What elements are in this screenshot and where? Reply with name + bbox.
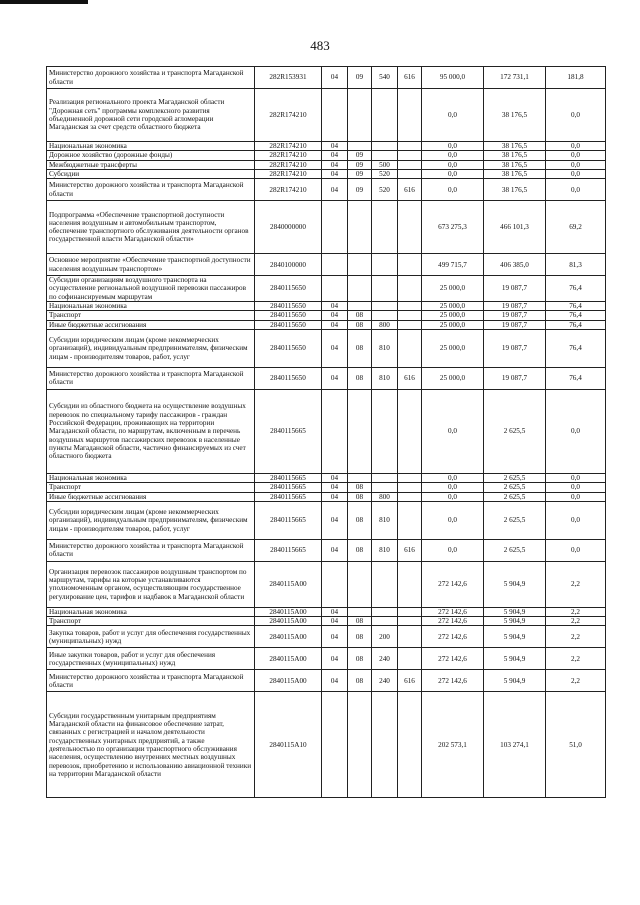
cell-percent: 0,0 — [546, 169, 606, 178]
cell-target-code: 2840115650 — [255, 320, 322, 329]
cell-target-code: 2840115665 — [255, 492, 322, 501]
cell-executed: 172 731,1 — [484, 67, 546, 89]
cell-subsection: 08 — [348, 367, 372, 389]
cell-percent: 76,4 — [546, 320, 606, 329]
cell-subsection: 09 — [348, 169, 372, 178]
cell-planned: 25 000,0 — [422, 367, 484, 389]
cell-expense-type — [372, 89, 398, 142]
cell-executed: 19 087,7 — [484, 276, 546, 302]
cell-percent: 0,0 — [546, 389, 606, 473]
cell-executed: 38 176,5 — [484, 89, 546, 142]
table-row — [47, 67, 606, 89]
cell-subsection: 08 — [348, 539, 372, 561]
cell-expense-type: 800 — [372, 320, 398, 329]
cell-percent: 181,8 — [546, 67, 606, 89]
scan-edge-mark — [0, 0, 88, 4]
cell-expense-type: 200 — [372, 626, 398, 648]
cell-expense-type: 520 — [372, 169, 398, 178]
cell-expense-type: 540 — [372, 67, 398, 89]
cell-planned: 272 142,6 — [422, 607, 484, 616]
cell-target-code: 2840115A00 — [255, 648, 322, 670]
cell-section: 04 — [322, 617, 348, 626]
table-row — [47, 320, 606, 329]
cell-percent: 2,2 — [546, 626, 606, 648]
cell-subsection — [348, 302, 372, 311]
cell-executed: 5 904,9 — [484, 561, 546, 607]
cell-target-code: 2840115A00 — [255, 607, 322, 616]
table-row — [47, 670, 606, 692]
cell-subsection — [348, 142, 372, 151]
cell-percent: 76,4 — [546, 311, 606, 320]
cell-name: Субсидии — [47, 169, 255, 178]
cell-section: 04 — [322, 302, 348, 311]
cell-percent: 76,4 — [546, 367, 606, 389]
cell-section: 04 — [322, 648, 348, 670]
cell-section: 04 — [322, 169, 348, 178]
cell-expense-type: 240 — [372, 648, 398, 670]
cell-expense-type — [372, 254, 398, 276]
cell-department — [398, 302, 422, 311]
cell-expense-type — [372, 561, 398, 607]
cell-planned: 272 142,6 — [422, 617, 484, 626]
cell-name: Реализация регионального проекта Магаданской области "Дорожная сеть" программы комплексного развития объединенной дорожной сети городской агломерации Магаданская за счет средств областного бюджета — [47, 89, 255, 142]
cell-planned: 0,0 — [422, 492, 484, 501]
cell-subsection: 09 — [348, 179, 372, 201]
cell-department: 616 — [398, 179, 422, 201]
cell-expense-type — [372, 389, 398, 473]
cell-department: 616 — [398, 670, 422, 692]
cell-department — [398, 483, 422, 492]
cell-section — [322, 561, 348, 607]
cell-name: Межбюджетные трансферты — [47, 160, 255, 169]
cell-section: 04 — [322, 607, 348, 616]
cell-expense-type — [372, 473, 398, 482]
cell-name: Субсидии государственным унитарным предприятиям Магаданской области на финансовое обеспечение затрат, связанных с регистрацией и началом деятельности государственных унитарных предприятий, а также деятельностью по организации транспортного обслуживания населения, осуществлению внутренних местных воздушных перевозок, приобретению и использованию авиационной техники на территории Магаданской области — [47, 692, 255, 798]
cell-subsection: 08 — [348, 483, 372, 492]
cell-subsection: 08 — [348, 626, 372, 648]
cell-executed: 103 274,1 — [484, 692, 546, 798]
cell-department: 616 — [398, 539, 422, 561]
cell-planned: 0,0 — [422, 89, 484, 142]
cell-name: Иные бюджетные ассигнования — [47, 492, 255, 501]
cell-target-code: 282R174210 — [255, 169, 322, 178]
cell-planned: 272 142,6 — [422, 561, 484, 607]
cell-department — [398, 320, 422, 329]
cell-executed: 38 176,5 — [484, 160, 546, 169]
cell-name: Подпрограмма «Обеспечение транспортной доступности населения воздушным и автомобильным транспортом, обеспечение транспортного обслуживания деятельности органов государственной власти Магаданской области» — [47, 201, 255, 254]
cell-executed: 38 176,5 — [484, 179, 546, 201]
cell-planned: 0,0 — [422, 160, 484, 169]
cell-executed: 2 625,5 — [484, 492, 546, 501]
cell-planned: 25 000,0 — [422, 311, 484, 320]
cell-section: 04 — [322, 142, 348, 151]
cell-executed: 19 087,7 — [484, 311, 546, 320]
table-row — [47, 607, 606, 616]
cell-planned: 673 275,3 — [422, 201, 484, 254]
cell-department — [398, 254, 422, 276]
cell-name: Иные закупки товаров, работ и услуг для обеспечения государственных (муниципальных) нужд — [47, 648, 255, 670]
cell-target-code: 2840115650 — [255, 329, 322, 367]
cell-target-code: 2840115650 — [255, 302, 322, 311]
cell-planned: 25 000,0 — [422, 320, 484, 329]
cell-name: Министерство дорожного хозяйства и транспорта Магаданской области — [47, 367, 255, 389]
cell-department: 616 — [398, 67, 422, 89]
cell-name: Министерство дорожного хозяйства и транспорта Магаданской области — [47, 67, 255, 89]
cell-target-code: 2840000000 — [255, 201, 322, 254]
table-row — [47, 142, 606, 151]
cell-executed: 2 625,5 — [484, 473, 546, 482]
table-row — [47, 151, 606, 160]
cell-target-code: 282R174210 — [255, 160, 322, 169]
cell-target-code: 282R174210 — [255, 142, 322, 151]
cell-planned: 0,0 — [422, 179, 484, 201]
cell-planned: 0,0 — [422, 483, 484, 492]
cell-subsection: 09 — [348, 67, 372, 89]
cell-section: 04 — [322, 539, 348, 561]
cell-executed: 19 087,7 — [484, 302, 546, 311]
cell-target-code: 2840115650 — [255, 367, 322, 389]
cell-section: 04 — [322, 311, 348, 320]
cell-executed: 2 625,5 — [484, 483, 546, 492]
table-row — [47, 539, 606, 561]
cell-executed: 5 904,9 — [484, 607, 546, 616]
cell-target-code: 282R174210 — [255, 89, 322, 142]
cell-target-code: 2840115650 — [255, 276, 322, 302]
table-row — [47, 276, 606, 302]
cell-section: 04 — [322, 483, 348, 492]
cell-name: Субсидии организациям воздушного транспорта на осуществление региональной воздушной перевозки пассажиров по софинансируемым маршрутам — [47, 276, 255, 302]
cell-department — [398, 89, 422, 142]
cell-subsection: 08 — [348, 617, 372, 626]
cell-department — [398, 311, 422, 320]
cell-executed: 38 176,5 — [484, 169, 546, 178]
cell-section: 04 — [322, 492, 348, 501]
cell-subsection: 09 — [348, 151, 372, 160]
table-row — [47, 492, 606, 501]
cell-executed: 466 101,3 — [484, 201, 546, 254]
cell-section: 04 — [322, 626, 348, 648]
cell-section — [322, 201, 348, 254]
cell-percent: 0,0 — [546, 160, 606, 169]
cell-percent: 51,0 — [546, 692, 606, 798]
cell-subsection: 08 — [348, 670, 372, 692]
cell-expense-type: 810 — [372, 329, 398, 367]
cell-section — [322, 692, 348, 798]
cell-subsection — [348, 254, 372, 276]
cell-percent: 0,0 — [546, 151, 606, 160]
cell-percent: 76,4 — [546, 276, 606, 302]
cell-percent: 2,2 — [546, 607, 606, 616]
cell-target-code: 2840115665 — [255, 483, 322, 492]
cell-planned: 0,0 — [422, 142, 484, 151]
cell-percent: 0,0 — [546, 501, 606, 539]
cell-section: 04 — [322, 151, 348, 160]
cell-section: 04 — [322, 329, 348, 367]
table-row — [47, 311, 606, 320]
cell-target-code: 2840115A00 — [255, 626, 322, 648]
cell-executed: 5 904,9 — [484, 670, 546, 692]
cell-name: Субсидии юридическим лицам (кроме некоммерческих организаций), индивидуальным предпринимателям, физическим лицам - производителям товаров, работ, услуг — [47, 329, 255, 367]
cell-section: 04 — [322, 160, 348, 169]
cell-department — [398, 492, 422, 501]
cell-section — [322, 389, 348, 473]
cell-expense-type — [372, 201, 398, 254]
cell-department — [398, 607, 422, 616]
table-row — [47, 254, 606, 276]
table-row — [47, 626, 606, 648]
cell-section: 04 — [322, 320, 348, 329]
cell-department — [398, 692, 422, 798]
table-row — [47, 617, 606, 626]
cell-planned: 0,0 — [422, 151, 484, 160]
table-row — [47, 89, 606, 142]
cell-percent: 0,0 — [546, 142, 606, 151]
cell-planned: 0,0 — [422, 539, 484, 561]
cell-subsection — [348, 473, 372, 482]
cell-subsection — [348, 692, 372, 798]
cell-target-code: 282R153931 — [255, 67, 322, 89]
cell-target-code: 2840115A00 — [255, 670, 322, 692]
page-number: 483 — [310, 38, 330, 53]
cell-planned: 0,0 — [422, 473, 484, 482]
cell-executed: 5 904,9 — [484, 617, 546, 626]
cell-department — [398, 142, 422, 151]
cell-department — [398, 617, 422, 626]
cell-percent: 0,0 — [546, 179, 606, 201]
cell-executed: 19 087,7 — [484, 367, 546, 389]
cell-expense-type: 800 — [372, 492, 398, 501]
cell-department — [398, 160, 422, 169]
cell-name: Субсидии юридическим лицам (кроме некоммерческих организаций), индивидуальным предпринимателям, физическим лицам - производителям товаров, работ, услуг — [47, 501, 255, 539]
cell-expense-type: 500 — [372, 160, 398, 169]
cell-section — [322, 89, 348, 142]
cell-executed: 2 625,5 — [484, 501, 546, 539]
cell-expense-type — [372, 151, 398, 160]
cell-name: Транспорт — [47, 617, 255, 626]
cell-department — [398, 329, 422, 367]
cell-department — [398, 626, 422, 648]
cell-planned: 0,0 — [422, 169, 484, 178]
cell-department — [398, 276, 422, 302]
cell-planned: 272 142,6 — [422, 670, 484, 692]
cell-section — [322, 276, 348, 302]
cell-section — [322, 254, 348, 276]
cell-expense-type: 810 — [372, 501, 398, 539]
cell-name: Министерство дорожного хозяйства и транспорта Магаданской области — [47, 670, 255, 692]
cell-subsection — [348, 201, 372, 254]
cell-expense-type — [372, 311, 398, 320]
cell-executed: 19 087,7 — [484, 320, 546, 329]
cell-target-code: 2840100000 — [255, 254, 322, 276]
cell-planned: 25 000,0 — [422, 276, 484, 302]
table-row — [47, 692, 606, 798]
cell-name: Дорожное хозяйство (дорожные фонды) — [47, 151, 255, 160]
cell-name: Министерство дорожного хозяйства и транспорта Магаданской области — [47, 179, 255, 201]
cell-name: Иные бюджетные ассигнования — [47, 320, 255, 329]
cell-executed: 2 625,5 — [484, 539, 546, 561]
cell-target-code: 2840115665 — [255, 501, 322, 539]
cell-planned: 202 573,1 — [422, 692, 484, 798]
cell-planned: 0,0 — [422, 501, 484, 539]
cell-department — [398, 169, 422, 178]
cell-subsection: 08 — [348, 329, 372, 367]
cell-subsection — [348, 389, 372, 473]
cell-expense-type — [372, 302, 398, 311]
cell-expense-type — [372, 607, 398, 616]
cell-section: 04 — [322, 501, 348, 539]
cell-planned: 499 715,7 — [422, 254, 484, 276]
cell-percent: 76,4 — [546, 329, 606, 367]
cell-percent: 0,0 — [546, 473, 606, 482]
table-row — [47, 483, 606, 492]
cell-executed: 38 176,5 — [484, 142, 546, 151]
cell-name: Организация перевозок пассажиров воздушным транспортом по маршрутам, тарифы на которые устанавливаются уполномоченным органом, осуществляющим государственное регулирование цен, тарифов и надбавок в Магаданской области — [47, 561, 255, 607]
cell-expense-type — [372, 483, 398, 492]
table-row — [47, 169, 606, 178]
cell-department — [398, 389, 422, 473]
cell-target-code: 2840115650 — [255, 311, 322, 320]
cell-section: 04 — [322, 367, 348, 389]
cell-department — [398, 151, 422, 160]
cell-department — [398, 501, 422, 539]
cell-name: Национальная экономика — [47, 607, 255, 616]
cell-expense-type: 240 — [372, 670, 398, 692]
cell-executed: 19 087,7 — [484, 329, 546, 367]
cell-percent: 2,2 — [546, 561, 606, 607]
cell-executed: 5 904,9 — [484, 648, 546, 670]
cell-subsection: 08 — [348, 501, 372, 539]
cell-planned: 25 000,0 — [422, 302, 484, 311]
cell-department: 616 — [398, 367, 422, 389]
cell-section: 04 — [322, 67, 348, 89]
cell-subsection: 08 — [348, 311, 372, 320]
cell-percent: 0,0 — [546, 483, 606, 492]
cell-percent: 76,4 — [546, 302, 606, 311]
cell-name: Национальная экономика — [47, 473, 255, 482]
table-row — [47, 201, 606, 254]
cell-expense-type: 810 — [372, 367, 398, 389]
cell-subsection — [348, 607, 372, 616]
cell-subsection — [348, 89, 372, 142]
cell-department — [398, 201, 422, 254]
cell-target-code: 2840115A10 — [255, 692, 322, 798]
table-row — [47, 160, 606, 169]
cell-executed: 406 385,0 — [484, 254, 546, 276]
cell-section: 04 — [322, 670, 348, 692]
cell-planned: 272 142,6 — [422, 626, 484, 648]
cell-executed: 5 904,9 — [484, 626, 546, 648]
cell-expense-type — [372, 692, 398, 798]
cell-percent: 0,0 — [546, 539, 606, 561]
table-row — [47, 501, 606, 539]
cell-percent: 81,3 — [546, 254, 606, 276]
cell-target-code: 2840115A00 — [255, 561, 322, 607]
cell-subsection: 08 — [348, 320, 372, 329]
cell-target-code: 2840115A00 — [255, 617, 322, 626]
cell-planned: 25 000,0 — [422, 329, 484, 367]
cell-percent: 0,0 — [546, 492, 606, 501]
cell-percent: 2,2 — [546, 648, 606, 670]
cell-name: Основное мероприятие «Обеспечение транспортной доступности населения воздушным транспортом» — [47, 254, 255, 276]
budget-table — [46, 66, 606, 798]
cell-name: Субсидии из областного бюджета на осуществление воздушных перевозок по специальному тарифу пассажиров - граждан Российской Федерации, проживающих на территории Магаданской области, по маршрутам, включенным в перечень воздушных маршрутов пассажирских перевозок в населенные пункты Магаданской области, частично финансируемых из счет областного бюджета — [47, 389, 255, 473]
cell-percent: 2,2 — [546, 670, 606, 692]
cell-target-code: 282R174210 — [255, 151, 322, 160]
table-row — [47, 179, 606, 201]
cell-name: Транспорт — [47, 483, 255, 492]
cell-subsection: 08 — [348, 648, 372, 670]
cell-executed: 38 176,5 — [484, 151, 546, 160]
table-row — [47, 389, 606, 473]
cell-subsection — [348, 276, 372, 302]
table-row — [47, 648, 606, 670]
cell-percent: 0,0 — [546, 89, 606, 142]
table-row — [47, 561, 606, 607]
cell-section: 04 — [322, 179, 348, 201]
cell-target-code: 2840115665 — [255, 473, 322, 482]
cell-subsection: 08 — [348, 492, 372, 501]
cell-expense-type: 520 — [372, 179, 398, 201]
cell-target-code: 2840115665 — [255, 389, 322, 473]
cell-section: 04 — [322, 473, 348, 482]
cell-expense-type — [372, 142, 398, 151]
cell-expense-type — [372, 617, 398, 626]
cell-executed: 2 625,5 — [484, 389, 546, 473]
table-row — [47, 302, 606, 311]
cell-subsection — [348, 561, 372, 607]
cell-name: Министерство дорожного хозяйства и транспорта Магаданской области — [47, 539, 255, 561]
cell-department — [398, 648, 422, 670]
table-row — [47, 367, 606, 389]
cell-expense-type: 810 — [372, 539, 398, 561]
cell-expense-type — [372, 276, 398, 302]
cell-subsection: 09 — [348, 160, 372, 169]
cell-percent: 69,2 — [546, 201, 606, 254]
cell-planned: 95 000,0 — [422, 67, 484, 89]
table-row — [47, 329, 606, 367]
cell-name: Национальная экономика — [47, 302, 255, 311]
cell-department — [398, 561, 422, 607]
cell-name: Национальная экономика — [47, 142, 255, 151]
cell-name: Закупка товаров, работ и услуг для обеспечения государственных (муниципальных) нужд — [47, 626, 255, 648]
table-row — [47, 473, 606, 482]
cell-department — [398, 473, 422, 482]
cell-planned: 0,0 — [422, 389, 484, 473]
cell-target-code: 2840115665 — [255, 539, 322, 561]
cell-percent: 2,2 — [546, 617, 606, 626]
cell-planned: 272 142,6 — [422, 648, 484, 670]
cell-name: Транспорт — [47, 311, 255, 320]
cell-target-code: 282R174210 — [255, 179, 322, 201]
